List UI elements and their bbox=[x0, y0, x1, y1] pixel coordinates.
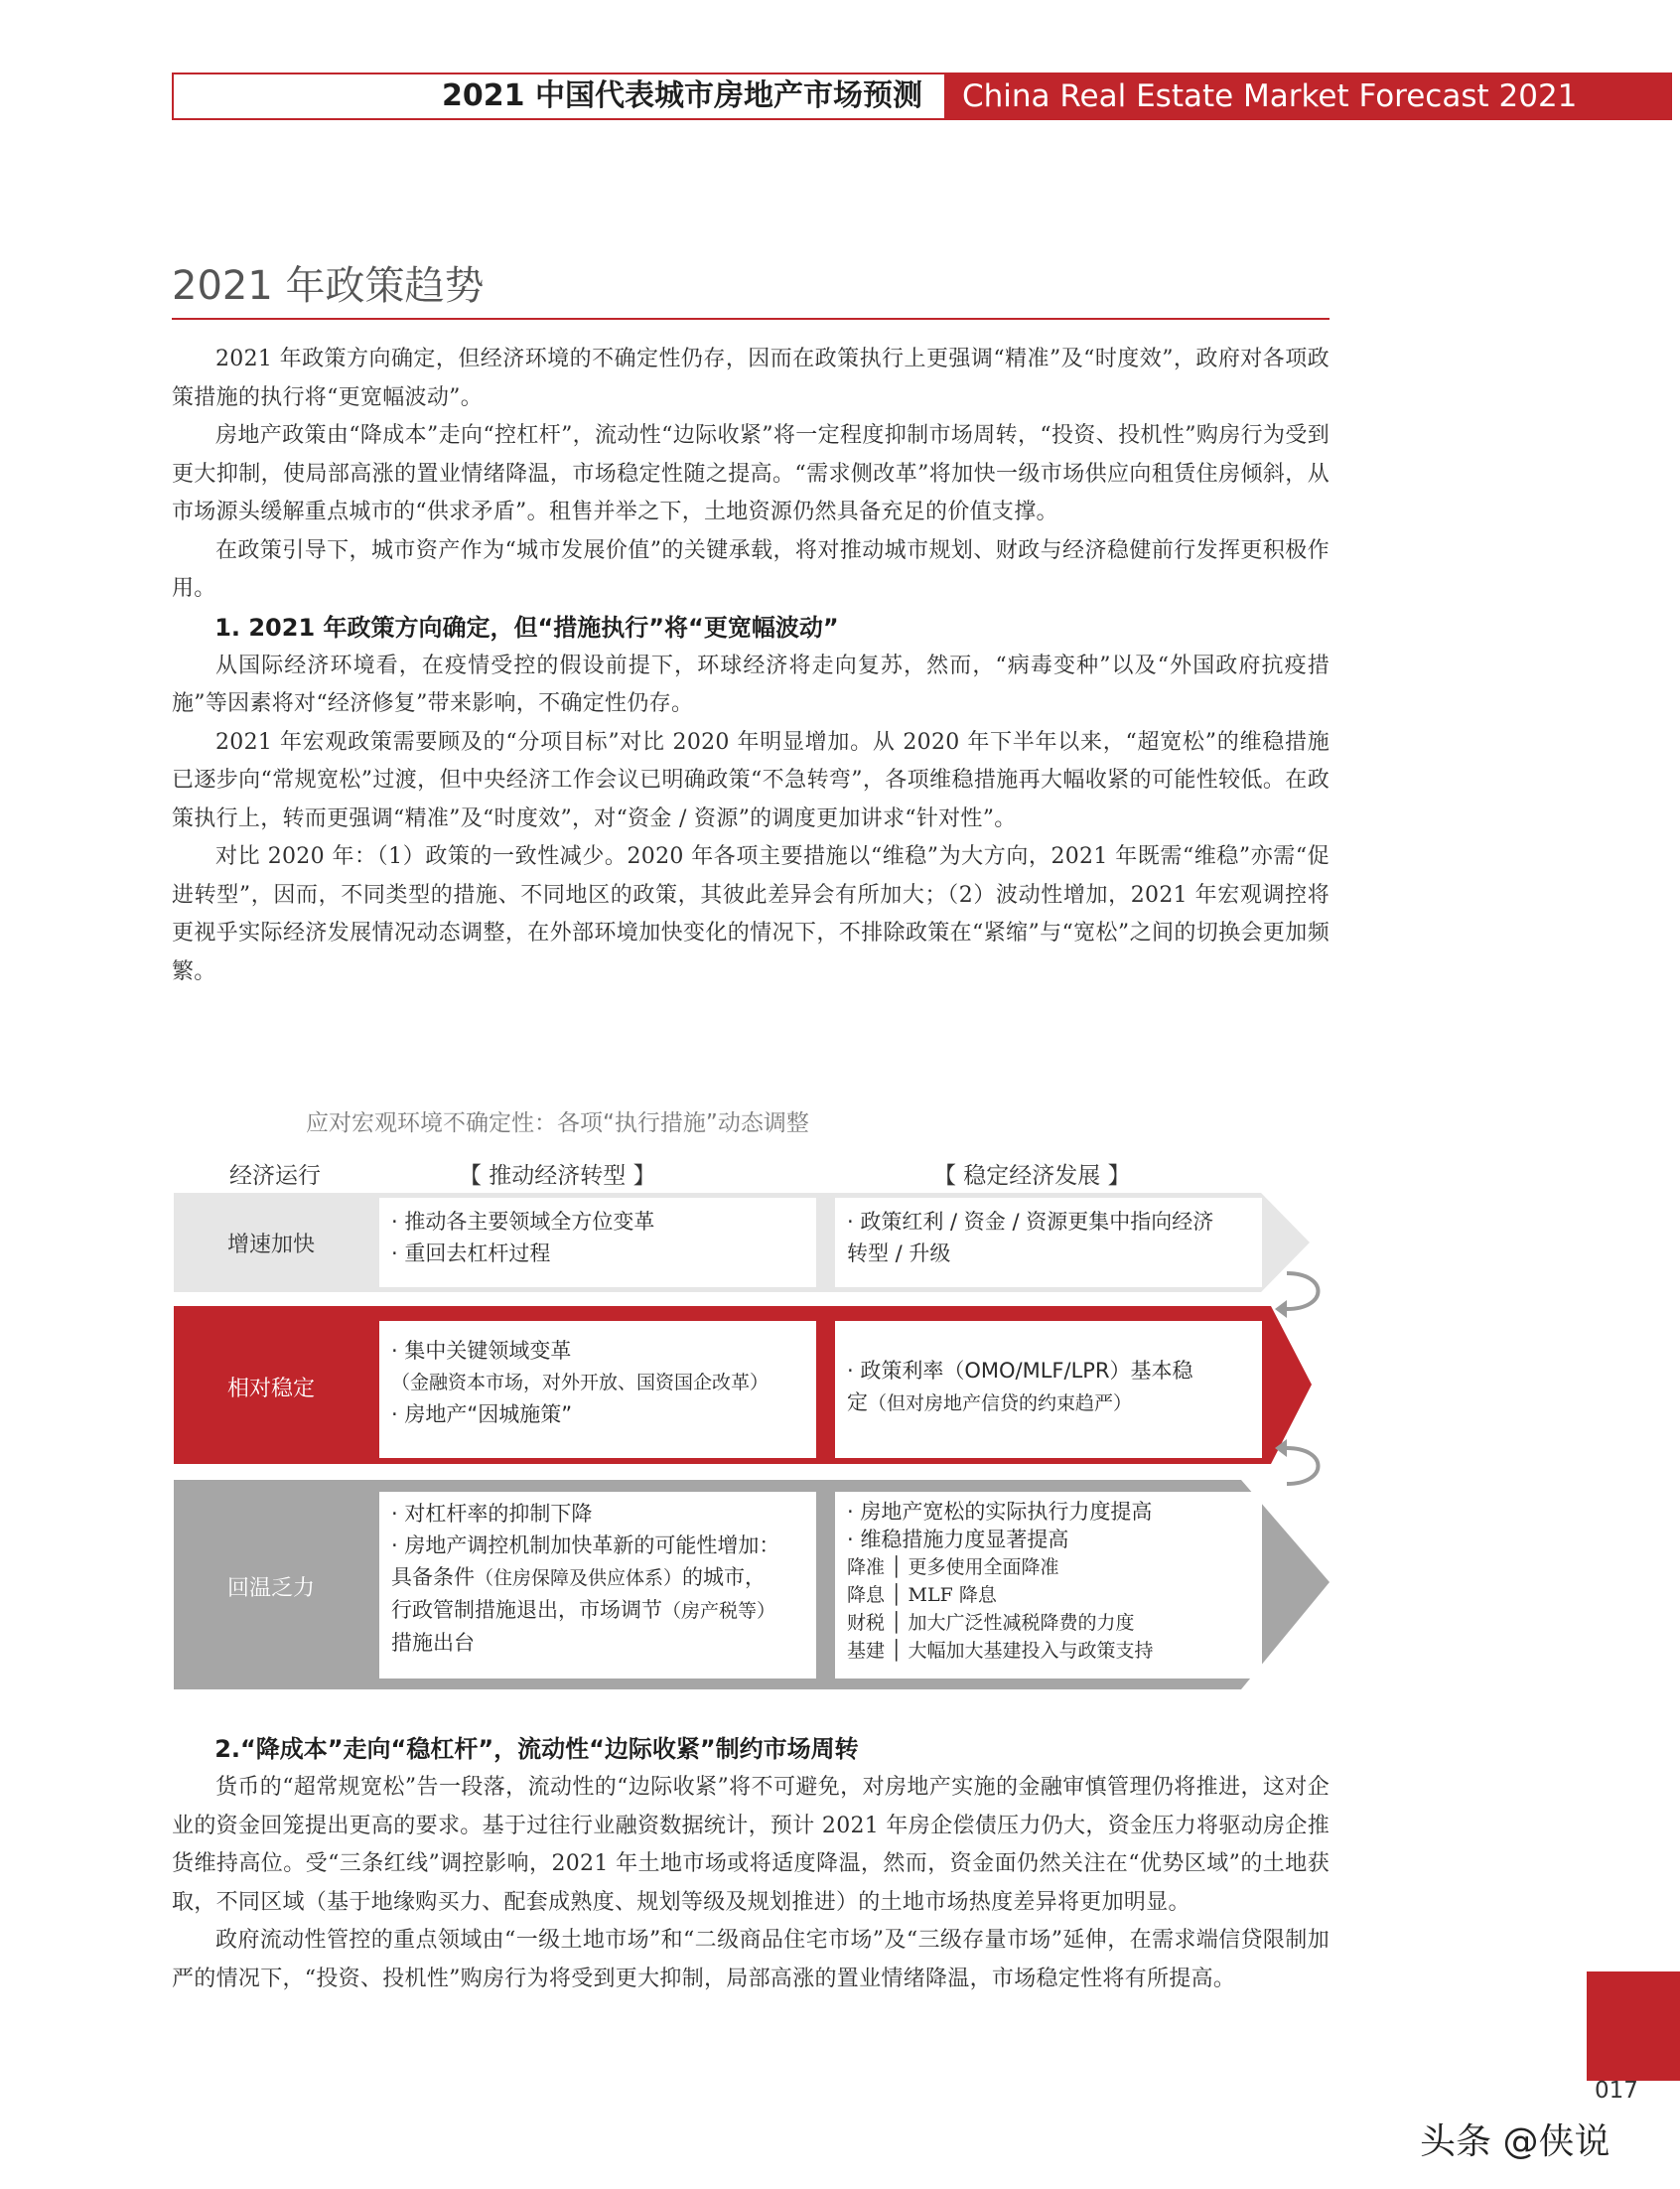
cell-stabilize-accelerating bbox=[835, 1198, 1262, 1287]
cell-line: · 政策红利 / 资金 / 资源更集中指向经济 bbox=[847, 1210, 1214, 1234]
tool-value: 大幅加大基建投入与政策支持 bbox=[908, 1640, 1154, 1662]
cell-line: · 重回去杠杆过程 bbox=[391, 1241, 551, 1265]
diagram-title: 应对宏观环境不确定性：各项“执行措施”动态调整 bbox=[306, 1110, 809, 1136]
paragraph: 对比 2020 年：（1）政策的一致性减少。2020 年各项主要措施以“维稳”为大方向，2021 年既需“维稳”亦需“促进转型”，因而，不同类型的措施、不同地区的政策，其彼此差异会有所加大；（2）波动性增加，2021 年宏观调控将更视乎实际经济发展情况动态调整，在外部环境加快变化的情况下，不排除政策在“紧缩”与“宽松”之间的切换会更加频繁。 bbox=[172, 844, 1330, 984]
subsection-heading-1: 1. 2021 年政策方向确定，但“措施执行”将“更宽幅波动” bbox=[214, 613, 839, 642]
band-label-weak: 回温乏力 bbox=[227, 1576, 316, 1601]
subsection-heading-2: 2.“降成本”走向“稳杠杆”，流动性“边际收紧”制约市场周转 bbox=[214, 1735, 859, 1763]
cell-line: · 政策利率（OMO/MLF/LPR）基本稳 bbox=[847, 1359, 1193, 1383]
cell-line: 具备条件 bbox=[391, 1565, 475, 1589]
header-title-cn: 2021 中国代表城市房地产市场预测 bbox=[442, 78, 922, 113]
tool-value: MLF 降息 bbox=[908, 1584, 997, 1606]
cell-line: · 维稳措施力度显著提高 bbox=[847, 1528, 1069, 1551]
corner-red-block bbox=[1587, 1971, 1680, 2081]
col-header-economy: 经济运行 bbox=[229, 1163, 321, 1189]
header-title-en: China Real Estate Market Forecast 2021 bbox=[944, 74, 1670, 118]
tool-value: 加大广泛性减税降费的力度 bbox=[908, 1612, 1135, 1634]
cell-line: · 推动各主要领域全方位变革 bbox=[391, 1210, 655, 1234]
paragraph: 货币的“超常规宽松”告一段落，流动性的“边际收紧”将不可避免，对房地产实施的金融审慎管理仍将推进，这对企业的资金回笼提出更高的要求。基于过往行业融资数据统计，预计 2021 年房企偿债压力仍大，资金压力将驱动房企推货维持高位。受“三条红线”调控影响，2021 年土地市场或将适度降温，然而，资金面仍然关注在“优势区域”的土地获取，不同区域（基于地缘购买力、配套成熟度、规划等级及规划推进）的土地市场热度差异将更加明显。 bbox=[172, 1775, 1330, 1915]
section-title: 2021 年政策趋势 bbox=[172, 263, 485, 309]
paragraph: 从国际经济环境看，在疫情受控的假设前提下，环球经济将走向复苏，然而，“病毒变种”以及“外国政府抗疫措施”等因素将对“经济修复”带来影响，不确定性仍存。 bbox=[172, 653, 1330, 716]
cell-line: · 房地产宽松的实际执行力度提高 bbox=[847, 1500, 1153, 1524]
band-label-accelerating: 增速加快 bbox=[227, 1233, 316, 1257]
cell-line: 的城市， bbox=[682, 1565, 767, 1589]
band-label-stable: 相对稳定 bbox=[227, 1377, 316, 1401]
page-number: 017 bbox=[1595, 2078, 1638, 2104]
cell-stabilize-weak bbox=[835, 1492, 1262, 1678]
paragraph: 2021 年政策方向确定，但经济环境的不确定性仍存，因而在政策执行上更强调“精准”及“时度效”，政府对各项政策措施的执行将“更宽幅波动”。 bbox=[172, 347, 1330, 410]
policy-tools-list bbox=[847, 1553, 1252, 1665]
cell-note: （但对房地产信贷的约束趋严） bbox=[868, 1392, 1133, 1414]
cell-note: （房产税等） bbox=[662, 1600, 776, 1622]
tool-key: 降准 bbox=[847, 1556, 886, 1578]
policy-tool-item: 降准 │ 更多使用全面降准 bbox=[847, 1556, 1059, 1578]
cell-note: （金融资本市场，对外开放、国资国企改革） bbox=[391, 1372, 770, 1393]
tool-key: 基建 bbox=[847, 1640, 886, 1662]
part2-text bbox=[172, 1730, 1330, 1998]
paragraph: 在政策引导下，城市资产作为“城市发展价值”的关键承载，将对推动城市规划、财政与经济稳健前行发挥更积极作用。 bbox=[172, 537, 1330, 601]
cell-line: 转型 / 升级 bbox=[847, 1241, 951, 1265]
tool-value: 更多使用全面降准 bbox=[908, 1556, 1059, 1578]
cell-line: 定 bbox=[847, 1390, 868, 1414]
cell-line: 措施出台 bbox=[391, 1631, 475, 1655]
cell-line: · 对杠杆率的抑制下降 bbox=[391, 1502, 593, 1526]
paragraph: 政府流动性管控的重点领域由“一级土地市场”和“二级商品住宅市场”及“三级存量市场”延伸，在需求端信贷限制加严的情况下，“投资、投机性”购房行为将受到更大抑制，局部高涨的置业情绪降温，市场稳定性将有所提高。 bbox=[172, 1928, 1330, 1991]
col-header-stabilize: 【 稳定经济发展 】 bbox=[933, 1163, 1131, 1189]
paragraph: 2021 年宏观政策需要顾及的“分项目标”对比 2020 年明显增加。从 2020 年下半年以来，“超宽松”的维稳措施已逐步向“常规宽松”过渡，但中央经济工作会议已明确政策“不急转弯”，各项维稳措施再大幅收紧的可能性较低。在政策执行上，转而更强调“精准”及“时度效”，对“资金 / 资源”的调度更加讲求“针对性”。 bbox=[172, 729, 1330, 831]
cell-stabilize-stable bbox=[835, 1321, 1262, 1458]
cell-transform-weak bbox=[379, 1492, 816, 1678]
cell-line: 行政管制措施退出，市场调节 bbox=[391, 1598, 662, 1622]
cell-line: · 集中关键领域变革 bbox=[391, 1339, 572, 1363]
cell-transform-accelerating bbox=[379, 1198, 816, 1287]
tool-key: 降息 bbox=[847, 1584, 886, 1606]
policy-tool-item: 财税 │ 加大广泛性减税降费的力度 bbox=[847, 1612, 1135, 1634]
watermark: 头条 @侠说 bbox=[1420, 2121, 1610, 2162]
cell-note: （住房保障及供应体系） bbox=[475, 1567, 683, 1589]
cell-line: · 房地产调控机制加快革新的可能性增加： bbox=[391, 1533, 780, 1557]
cell-transform-stable bbox=[379, 1321, 816, 1458]
cell-line: · 房地产“因城施策” bbox=[391, 1402, 573, 1426]
paragraph: 房地产政策由“降成本”走向“控杠杆”，流动性“边际收紧”将一定程度抑制市场周转，“投资、投机性”购房行为受到更大抑制，使局部高涨的置业情绪降温，市场稳定性随之提高。“需求侧改革”将加快一级市场供应向租赁住房倾斜，从市场源头缓解重点城市的“供求矛盾”。租售并举之下，土地资源仍然具备充足的价值支撑。 bbox=[172, 423, 1330, 524]
tool-key: 财税 bbox=[847, 1612, 886, 1634]
policy-tool-item: 降息 │ MLF 降息 bbox=[847, 1584, 997, 1606]
policy-tool-item: 基建 │ 大幅加大基建投入与政策支持 bbox=[847, 1640, 1154, 1662]
col-header-transform: 【 推动经济转型 】 bbox=[459, 1163, 656, 1189]
